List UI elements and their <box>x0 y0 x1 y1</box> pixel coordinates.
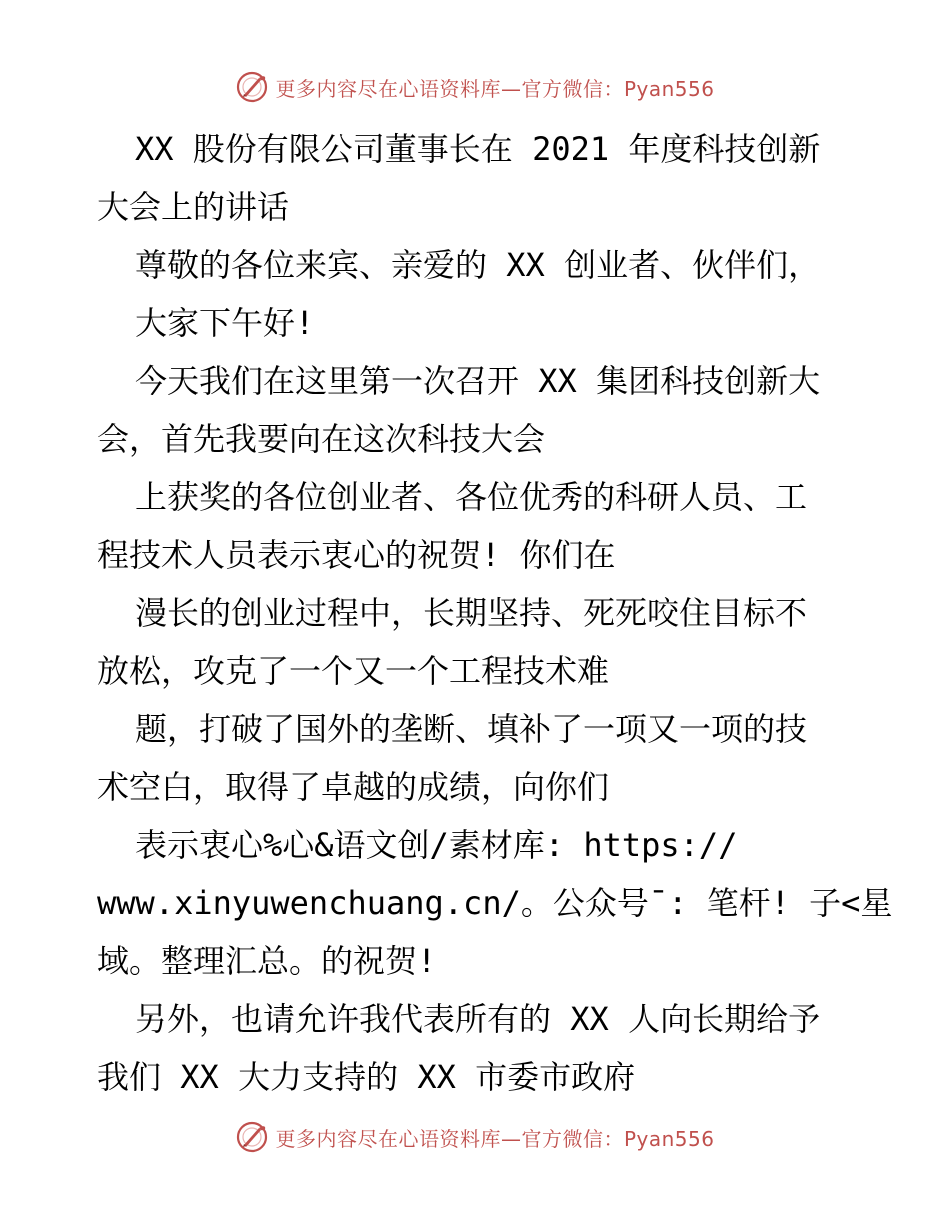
text-line: 会，首先我要向在这次科技大会 <box>97 420 546 458</box>
quill-pen-logo-icon <box>235 70 269 104</box>
text-line: 域。整理汇总。的祝贺! <box>97 942 437 980</box>
text-line: 上获奖的各位创业者、各位优秀的科研人员、工 <box>135 478 808 516</box>
quill-pen-logo-icon <box>235 1120 269 1154</box>
text-line: www.xinyuwenchuang.cn/。公众号¯: 笔杆! 子<星 <box>97 884 893 922</box>
text-line: 尊敬的各位来宾、亲爱的 XX 创业者、伙伴们， <box>135 246 821 284</box>
text-line: 题，打破了国外的垄断、填补了一项又一项的技 <box>135 710 808 748</box>
text-line: 程技术人员表示衷心的祝贺! 你们在 <box>97 536 616 574</box>
document-body <box>97 120 893 1106</box>
footer-banner <box>0 1120 950 1154</box>
header-banner <box>0 70 950 104</box>
header-banner-text: 更多内容尽在心语资料库—官方微信：Pyan556 <box>275 76 715 101</box>
text-line: 大家下午好! <box>135 304 315 342</box>
text-line: XX 股份有限公司董事长在 2021 年度科技创新 <box>135 130 821 168</box>
footer-banner-text: 更多内容尽在心语资料库—官方微信：Pyan556 <box>275 1126 715 1151</box>
text-line: 漫长的创业过程中，长期坚持、死死咬住目标不 <box>135 594 808 632</box>
text-line: 术空白，取得了卓越的成绩，向你们 <box>97 768 610 806</box>
text-line: 表示衷心%心&语文创/素材库: https:// <box>135 826 738 864</box>
text-line: 另外，也请允许我代表所有的 XX 人向长期给予 <box>135 1000 821 1038</box>
text-line: 今天我们在这里第一次召开 XX 集团科技创新大 <box>135 362 821 400</box>
text-line: 我们 XX 大力支持的 XX 市委市政府 <box>97 1058 636 1096</box>
text-line: 放松，攻克了一个又一个工程技术难 <box>97 652 610 690</box>
text-line: 大会上的讲话 <box>97 188 290 226</box>
